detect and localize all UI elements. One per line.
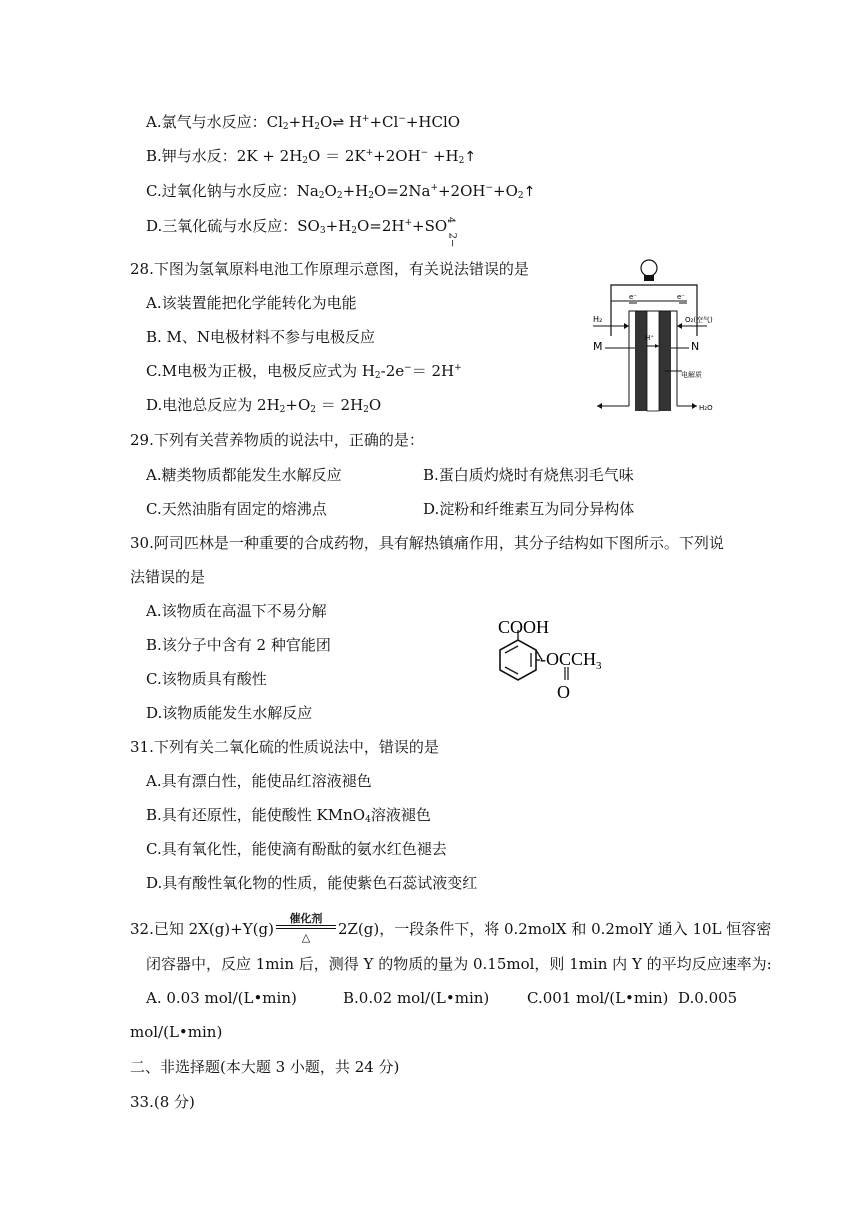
q33-label: 33.(8 分)	[130, 1093, 195, 1111]
q28-option-a: A.该装置能把化学能转化为电能	[146, 294, 357, 312]
o2-label: O₂(空气)	[685, 316, 713, 324]
h2o-label: H₂O	[699, 404, 713, 412]
q30-stem: 30.阿司匹林是一种重要的合成药物，具有解热镇痛作用，其分子结构如下图所示。下列说	[130, 534, 724, 552]
aspirin-structure	[478, 612, 628, 704]
m-label: M	[593, 340, 603, 353]
q28-stem: 28.下图为氢氧原料电池工作原理示意图，有关说法错误的是	[130, 260, 529, 278]
e-label-left: e⁻	[629, 293, 638, 301]
q32-option-c: C.001 mol/(L•min)	[527, 989, 669, 1007]
q32-option-b: B.0.02 mol/(L•min)	[343, 989, 490, 1007]
q32-stem: 32.已知 2X(g)+Y(g) 催化剂 △ 2Z(g)，一段条件下，将 0.2molX 和 0.2molY 通入 10L 恒容密	[130, 912, 772, 944]
oc-label: $-OCCH_3$	[540, 649, 602, 672]
h2-label: H₂	[593, 315, 603, 324]
o-label: O	[557, 682, 570, 702]
q29-option-c: C.天然油脂有固定的熔沸点	[146, 500, 327, 518]
q29-option-a: A.糖类物质都能发生水解反应	[146, 466, 342, 484]
q31-option-d: D.具有酸性氧化物的性质，能使紫色石蕊试液变红	[146, 874, 478, 892]
electrode-n	[659, 311, 671, 411]
q32-option-a: A. 0.03 mol/(L•min)	[146, 989, 297, 1007]
q28-option-d: D.电池总反应为 $2H_2+O_2 = 2H_2O$	[146, 396, 382, 415]
q30-option-c: C.该物质具有酸性	[146, 670, 267, 688]
q27-option-c: C.过氧化钠与水反应：$Na_2O_2+H_2O=2Na^++2OH^-+O_2↑$	[146, 182, 536, 201]
q30-option-d: D.该物质能发生水解反应	[146, 704, 313, 722]
q29-option-d: D.淀粉和纤维素互为同分异构体	[423, 500, 635, 518]
q31-option-c: C.具有氧化性，能使滴有酚酞的氨水红色褪去	[146, 840, 447, 858]
section-heading: 二、非选择题(本大题 3 小题，共 24 分)	[130, 1058, 400, 1076]
electrode-m	[635, 311, 647, 411]
q30-option-b: B.该分子中含有 2 种官能团	[146, 636, 331, 654]
q32-option-d: D.0.005	[678, 989, 738, 1007]
e-label-right: e⁻	[677, 293, 686, 301]
q28-option-b: B. M、N电极材料不参与电极反应	[146, 328, 376, 346]
sulfate-charge-stack: 4 2−	[445, 216, 458, 248]
q27-option-d: D.三氧化硫与水反应：$SO_3+H_2O=2H^++SO$ 4 2−	[146, 216, 458, 248]
q32-option-d-cont: mol/(L•min)	[130, 1023, 223, 1041]
q32-stem-cont: 闭容器中，反应 1min 后，测得 Y 的物质的量为 0.15mol，则 1min 内 Y 的平均反应速率为:	[146, 955, 772, 973]
q27-option-b: B.钾与水反：$2K + 2H_2O = 2K^++2OH^-$ $+H_2↑$	[146, 147, 477, 166]
q31-stem: 31.下列有关二氧化硫的性质说法中，错误的是	[130, 738, 439, 756]
bulb-icon	[641, 260, 657, 276]
q31-option-a: A.具有漂白性，能使品红溶液褪色	[146, 772, 372, 790]
n-label: N	[691, 340, 700, 353]
q29-stem: 29.下列有关营养物质的说法中，正确的是：	[130, 431, 424, 449]
electrolyte-label: 电解质	[681, 371, 702, 379]
q29-option-b: B.蛋白质灼烧时有烧焦羽毛气味	[423, 466, 634, 484]
q30-option-a: A.该物质在高温下不易分解	[146, 602, 327, 620]
q30-stem-cont: 法错误的是	[130, 568, 206, 586]
q28-option-c: C.M电极为正极，电极反应式为 $H_2-2e^-= 2H^+$	[146, 362, 462, 381]
hplus-label: H⁺	[645, 334, 654, 342]
cooh-label: COOH	[498, 617, 550, 637]
catalyst-arrow: 催化剂 △	[274, 912, 338, 942]
q27-option-a: A.氯气与水反应：$Cl_2+H_2O\rightleftharpoons$ H++Cl−+HClO	[146, 113, 461, 132]
fuel-cell-diagram	[587, 256, 727, 418]
q31-option-b: B.具有还原性，能使酸性 KMnO$_4$溶液褪色	[146, 806, 431, 825]
